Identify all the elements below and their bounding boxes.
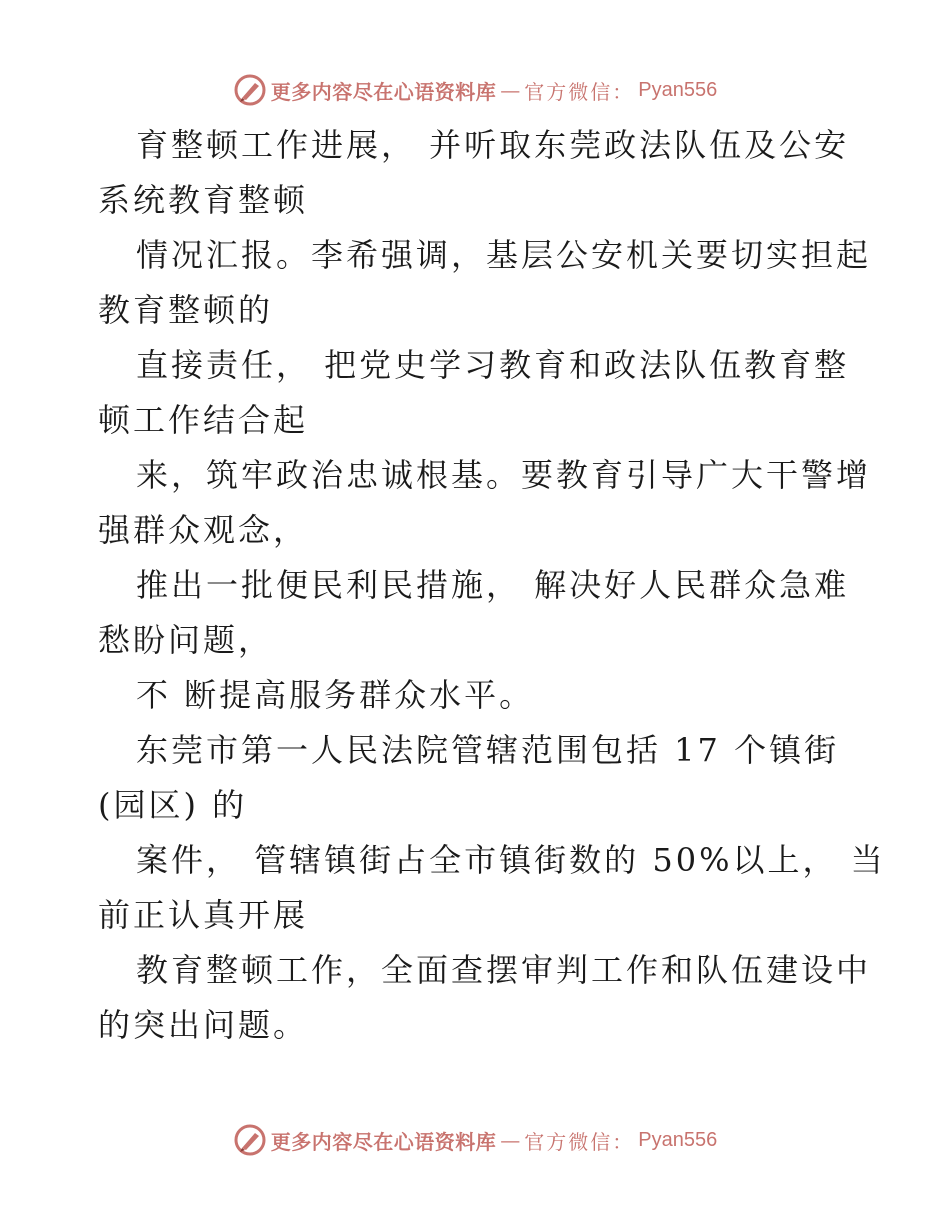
document-body bbox=[98, 118, 886, 1053]
paragraph bbox=[98, 448, 872, 558]
paragraph-line: 系统教育整顿 bbox=[98, 181, 309, 219]
paragraph-line: 的突出问题。 bbox=[98, 1006, 309, 1044]
watermark-official-label: 官方微信： bbox=[524, 79, 635, 104]
paragraph-line: 强群众观念， bbox=[98, 511, 309, 549]
paragraph bbox=[98, 723, 858, 833]
paragraph-line: (园区) 的 bbox=[98, 786, 248, 824]
paragraph-line: 来，筑牢政治忠诚根基。要教育引导广大干警增 bbox=[136, 456, 872, 494]
paragraph-line: 直接责任， 把党史学习教育和政法队伍教育整 bbox=[136, 346, 850, 384]
watermark-brand: 更多内容尽在心语资料库 bbox=[270, 1129, 497, 1154]
footer-watermark bbox=[0, 1120, 950, 1160]
paragraph-line: 育整顿工作进展， 并听取东莞政法队伍及公安 bbox=[136, 126, 850, 164]
paragraph bbox=[98, 338, 858, 448]
paragraph bbox=[98, 118, 858, 228]
watermark-official-label: 官方微信： bbox=[524, 1129, 635, 1154]
paragraph-line: 情况汇报。李希强调，基层公安机关要切实担起 bbox=[136, 236, 872, 274]
watermark-separator: — bbox=[500, 78, 521, 102]
watermark-wechat-id: Pyan556 bbox=[638, 1128, 718, 1151]
pen-logo-icon bbox=[233, 73, 267, 107]
watermark-wechat-id: Pyan556 bbox=[638, 78, 718, 101]
watermark-separator: — bbox=[500, 1128, 521, 1152]
paragraph bbox=[98, 558, 858, 668]
header-watermark bbox=[0, 70, 950, 110]
paragraph-line: 教育整顿工作，全面查摆审判工作和队伍建设中 bbox=[136, 951, 872, 989]
watermark-brand: 更多内容尽在心语资料库 bbox=[270, 79, 497, 104]
paragraph bbox=[98, 668, 858, 723]
pen-logo-icon bbox=[233, 1123, 267, 1157]
paragraph-line: 愁盼问题， bbox=[98, 621, 274, 659]
paragraph bbox=[98, 228, 872, 338]
paragraph-line: 案件， 管辖镇街占全市镇街数的 50%以上， 当 bbox=[136, 841, 886, 879]
paragraph-line: 前正认真开展 bbox=[98, 896, 309, 934]
paragraph bbox=[98, 943, 872, 1053]
paragraph-line: 东莞市第一人民法院管辖范围包括 17 个镇街 bbox=[136, 731, 840, 769]
paragraph-line: 不 断提高服务群众水平。 bbox=[136, 676, 535, 714]
paragraph-line: 顿工作结合起 bbox=[98, 401, 309, 439]
paragraph-line: 推出一批便民利民措施， 解决好人民群众急难 bbox=[136, 566, 850, 604]
paragraph-line: 教育整顿的 bbox=[98, 291, 274, 329]
paragraph bbox=[98, 833, 886, 943]
